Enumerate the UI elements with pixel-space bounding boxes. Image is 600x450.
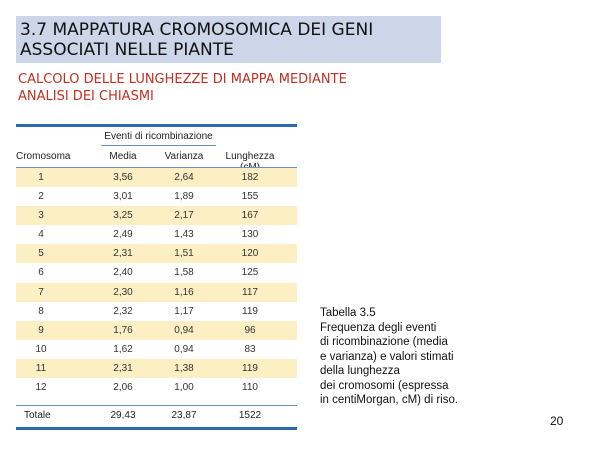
- cell-varianza: 1,51: [174, 248, 194, 260]
- cell-varianza: 1,89: [174, 191, 194, 203]
- cell-cromosoma: 9: [38, 324, 44, 336]
- cell-media: 2,30: [113, 286, 133, 298]
- cell-media: 3,56: [113, 172, 133, 183]
- cell-lunghezza: 130: [241, 229, 259, 241]
- cell-varianza: 1,17: [174, 305, 194, 317]
- cell-cromosoma: 4: [38, 229, 44, 241]
- cell-varianza: 1,16: [174, 286, 194, 298]
- page-number: 20: [550, 414, 564, 428]
- cell-lunghezza: 125: [241, 267, 259, 279]
- cell-media: 2,49: [113, 229, 133, 241]
- table-row: [16, 340, 297, 359]
- column-header-media: Media: [109, 151, 137, 162]
- cell-media: 2,06: [113, 382, 133, 394]
- table-row: [16, 302, 297, 321]
- table-row: [16, 206, 297, 225]
- total-label: Totale: [24, 410, 51, 421]
- title-line-2: ASSOCIATI NELLE PIANTE: [20, 40, 234, 60]
- caption-line: Frequenza degli eventi: [320, 321, 437, 334]
- cell-varianza: 0,94: [174, 324, 194, 336]
- table-caption: [320, 306, 500, 408]
- cell-cromosoma: 10: [35, 343, 47, 355]
- cell-varianza: 1,38: [174, 362, 194, 374]
- total-varianza: 23,87: [171, 410, 197, 421]
- caption-line: in centiMorgan, cM) di riso.: [320, 394, 459, 406]
- caption-title: Tabella 3.5: [320, 307, 376, 319]
- cell-varianza: 0,94: [174, 343, 194, 355]
- cell-varianza: 1,00: [174, 382, 194, 394]
- total-media: 29,43: [110, 410, 136, 421]
- cell-media: 2,31: [113, 362, 133, 374]
- cell-cromosoma: 6: [38, 267, 44, 279]
- cell-lunghezza: 182: [241, 172, 259, 183]
- table-row: [16, 187, 297, 206]
- cell-media: 2,32: [113, 305, 133, 317]
- cell-lunghezza: 119: [242, 362, 258, 374]
- group-header-rule: [101, 145, 216, 146]
- cell-lunghezza: 155: [241, 191, 259, 203]
- cell-lunghezza: 120: [241, 248, 259, 260]
- caption-line: della lunghezza: [320, 365, 400, 377]
- cell-lunghezza: 117: [242, 286, 258, 298]
- subtitle-line-1: CALCOLO DELLE LUNGHEZZE DI MAPPA MEDIANTE: [18, 72, 347, 87]
- cell-varianza: 2,17: [174, 210, 194, 222]
- cell-cromosoma: 8: [38, 305, 44, 317]
- cell-lunghezza: 110: [242, 382, 258, 394]
- recombination-table: [16, 124, 297, 430]
- cell-varianza: 1,58: [174, 267, 194, 279]
- table-top-rule: [16, 124, 297, 127]
- title-line-1: 3.7 MAPPATURA CROMOSOMICA DEI GENI: [20, 20, 374, 40]
- table-row: [16, 225, 297, 244]
- table-bottom-rule: [16, 427, 297, 430]
- total-row: [16, 406, 297, 426]
- caption-line: dei cromosomi (espressa: [320, 379, 449, 392]
- cell-cromosoma: 1: [38, 172, 44, 183]
- table-body: [16, 168, 297, 397]
- column-header-varianza: Varianza: [164, 151, 204, 162]
- table-row: [16, 244, 297, 263]
- cell-lunghezza: 167: [241, 210, 259, 222]
- cell-lunghezza: 83: [244, 343, 256, 355]
- cell-lunghezza: 119: [242, 305, 258, 317]
- cell-cromosoma: 12: [35, 382, 47, 394]
- column-headers: [16, 147, 297, 167]
- group-header: Eventi di ricombinazione: [104, 131, 213, 142]
- column-header-cromosoma: Cromosoma: [16, 151, 71, 162]
- cell-media: 1,76: [113, 324, 133, 336]
- cell-cromosoma: 3: [38, 210, 44, 222]
- subtitle-line-2: ANALISI DEI CHIASMI: [18, 89, 154, 104]
- caption-line: di ricombinazione (media: [320, 336, 448, 348]
- table-row: [16, 378, 297, 397]
- caption-line: e varianza) e valori stimati: [320, 350, 454, 363]
- table-row: [16, 263, 297, 282]
- column-header-lunghezza: Lunghezza: [225, 151, 275, 162]
- cell-lunghezza: 96: [244, 324, 256, 336]
- cell-media: 3,25: [113, 210, 133, 222]
- table-row: [16, 321, 297, 340]
- table-row: [16, 359, 297, 378]
- cell-media: 2,31: [113, 248, 133, 260]
- cell-varianza: 2,64: [174, 172, 194, 183]
- table-row: [16, 168, 297, 187]
- total-lunghezza: 1522: [238, 410, 262, 421]
- subtitle: [18, 71, 347, 105]
- cell-varianza: 1,43: [174, 229, 194, 241]
- cell-cromosoma: 11: [35, 362, 47, 374]
- cell-cromosoma: 2: [38, 191, 44, 203]
- cell-cromosoma: 7: [38, 286, 44, 298]
- cell-cromosoma: 5: [38, 248, 44, 260]
- cell-media: 1,62: [113, 343, 133, 355]
- cell-media: 2,40: [113, 267, 133, 279]
- cell-media: 3,01: [113, 191, 133, 203]
- table-row: [16, 283, 297, 302]
- title-banner: [16, 16, 441, 63]
